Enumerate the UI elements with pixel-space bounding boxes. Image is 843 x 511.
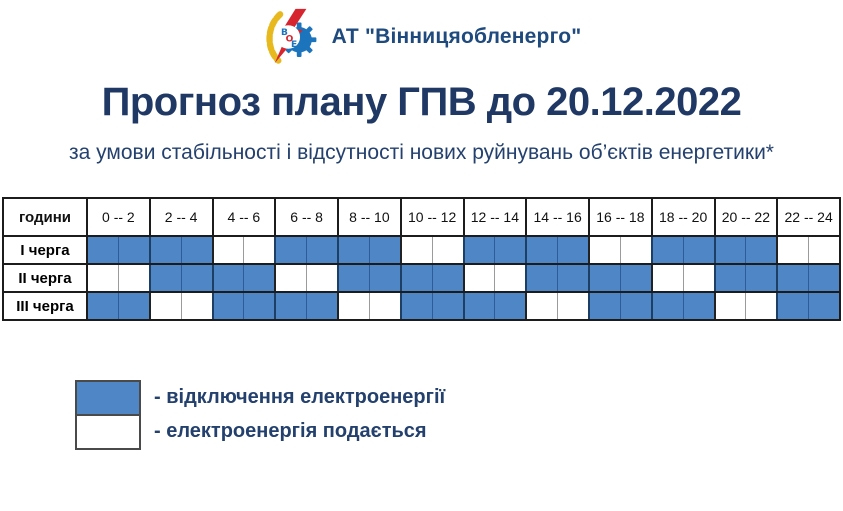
schedule-cell xyxy=(495,292,526,320)
schedule-cell xyxy=(307,292,338,320)
schedule-cell xyxy=(809,236,840,264)
schedule-cell xyxy=(338,292,369,320)
schedule-cell xyxy=(275,292,306,320)
schedule-cell xyxy=(715,264,746,292)
schedule-body xyxy=(3,236,840,320)
logo-letter-o: О xyxy=(285,34,293,45)
schedule-cell xyxy=(213,264,244,292)
schedule-cell xyxy=(652,264,683,292)
schedule-cell xyxy=(369,292,400,320)
schedule-cell xyxy=(369,264,400,292)
time-slot-header: 4 -- 6 xyxy=(213,198,276,236)
time-slot-header: 12 -- 14 xyxy=(464,198,527,236)
legend xyxy=(75,380,445,450)
schedule-cell xyxy=(495,264,526,292)
schedule-cell xyxy=(118,236,149,264)
schedule-cell xyxy=(87,264,118,292)
logo-letter-v: В xyxy=(280,28,288,39)
schedule-cell xyxy=(307,264,338,292)
hours-column-header: години xyxy=(3,198,87,236)
schedule-cell xyxy=(244,264,275,292)
schedule-cell xyxy=(589,264,620,292)
schedule-cell xyxy=(87,236,118,264)
schedule-cell xyxy=(809,264,840,292)
legend-swatch-power-on xyxy=(77,416,139,448)
logo-letter-e: Е xyxy=(290,39,297,50)
schedule-cell xyxy=(620,236,651,264)
schedule-cell xyxy=(809,292,840,320)
legend-label-power-on: - електроенергія подається xyxy=(154,419,427,442)
time-slot-header: 22 -- 24 xyxy=(777,198,840,236)
schedule-cell xyxy=(620,292,651,320)
schedule-cell xyxy=(181,236,212,264)
time-slot-header: 14 -- 16 xyxy=(526,198,589,236)
time-slot-header: 16 -- 18 xyxy=(589,198,652,236)
queue-row-label: І черга xyxy=(3,236,87,264)
schedule-cell xyxy=(87,292,118,320)
schedule-row xyxy=(3,236,840,264)
schedule-cell xyxy=(746,292,777,320)
queue-row-label: ІІІ черга xyxy=(3,292,87,320)
legend-swatches xyxy=(75,380,141,450)
schedule-cell xyxy=(432,292,463,320)
schedule-cell xyxy=(464,292,495,320)
schedule-cell xyxy=(589,236,620,264)
schedule-cell xyxy=(683,264,714,292)
schedule-row xyxy=(3,292,840,320)
schedule-cell xyxy=(181,292,212,320)
page-subtitle: за умови стабільності і відсутності нових руйнувань об’єктів енергетики* xyxy=(69,141,774,164)
schedule-header-row xyxy=(3,198,840,236)
time-slot-header: 18 -- 20 xyxy=(652,198,715,236)
time-slot-header: 20 -- 22 xyxy=(715,198,778,236)
schedule-cell xyxy=(526,236,557,264)
time-slot-header: 6 -- 8 xyxy=(275,198,338,236)
schedule-cell xyxy=(213,292,244,320)
schedule-cell xyxy=(464,264,495,292)
schedule-cell xyxy=(213,236,244,264)
schedule-cell xyxy=(683,236,714,264)
schedule-header xyxy=(3,198,840,236)
schedule-cell xyxy=(432,264,463,292)
outage-schedule-table xyxy=(2,197,841,321)
schedule-cell xyxy=(432,236,463,264)
schedule-cell xyxy=(401,264,432,292)
legend-swatch-outage xyxy=(77,382,139,416)
schedule-cell xyxy=(777,236,808,264)
schedule-cell xyxy=(558,236,589,264)
schedule-cell xyxy=(746,236,777,264)
schedule-cell xyxy=(150,236,181,264)
schedule-cell xyxy=(746,264,777,292)
time-slot-header: 2 -- 4 xyxy=(150,198,213,236)
schedule-cell xyxy=(715,292,746,320)
schedule-cell xyxy=(589,292,620,320)
schedule-cell xyxy=(244,292,275,320)
schedule-cell xyxy=(558,292,589,320)
schedule-cell xyxy=(307,236,338,264)
schedule-cell xyxy=(652,292,683,320)
schedule-cell xyxy=(369,236,400,264)
schedule-cell xyxy=(401,292,432,320)
schedule-cell xyxy=(652,236,683,264)
header-brand xyxy=(0,8,843,66)
page-title: Прогноз плану ГПВ до 20.12.2022 xyxy=(101,80,742,124)
schedule-cell xyxy=(181,264,212,292)
schedule-cell xyxy=(244,236,275,264)
schedule-row xyxy=(3,264,840,292)
schedule-cell xyxy=(338,236,369,264)
schedule-cell xyxy=(464,236,495,264)
schedule-cell xyxy=(401,236,432,264)
schedule-cell xyxy=(777,292,808,320)
time-slot-header: 8 -- 10 xyxy=(338,198,401,236)
company-logo-icon xyxy=(262,8,320,66)
schedule-cell xyxy=(526,292,557,320)
legend-labels xyxy=(154,380,445,448)
time-slot-header: 0 -- 2 xyxy=(87,198,150,236)
schedule-cell xyxy=(150,292,181,320)
legend-label-outage: - відключення електроенергії xyxy=(154,385,446,408)
time-slot-header: 10 -- 12 xyxy=(401,198,464,236)
queue-row-label: ІІ черга xyxy=(3,264,87,292)
schedule-cell xyxy=(275,264,306,292)
schedule-cell xyxy=(715,236,746,264)
schedule-cell xyxy=(683,292,714,320)
schedule-cell xyxy=(558,264,589,292)
schedule-cell xyxy=(118,264,149,292)
schedule-cell xyxy=(777,264,808,292)
schedule-cell xyxy=(338,264,369,292)
company-name: АТ "Вінницяобленерго" xyxy=(331,25,582,48)
schedule-cell xyxy=(495,236,526,264)
schedule-cell xyxy=(275,236,306,264)
schedule-cell xyxy=(118,292,149,320)
schedule-cell xyxy=(150,264,181,292)
schedule-cell xyxy=(620,264,651,292)
schedule-cell xyxy=(526,264,557,292)
